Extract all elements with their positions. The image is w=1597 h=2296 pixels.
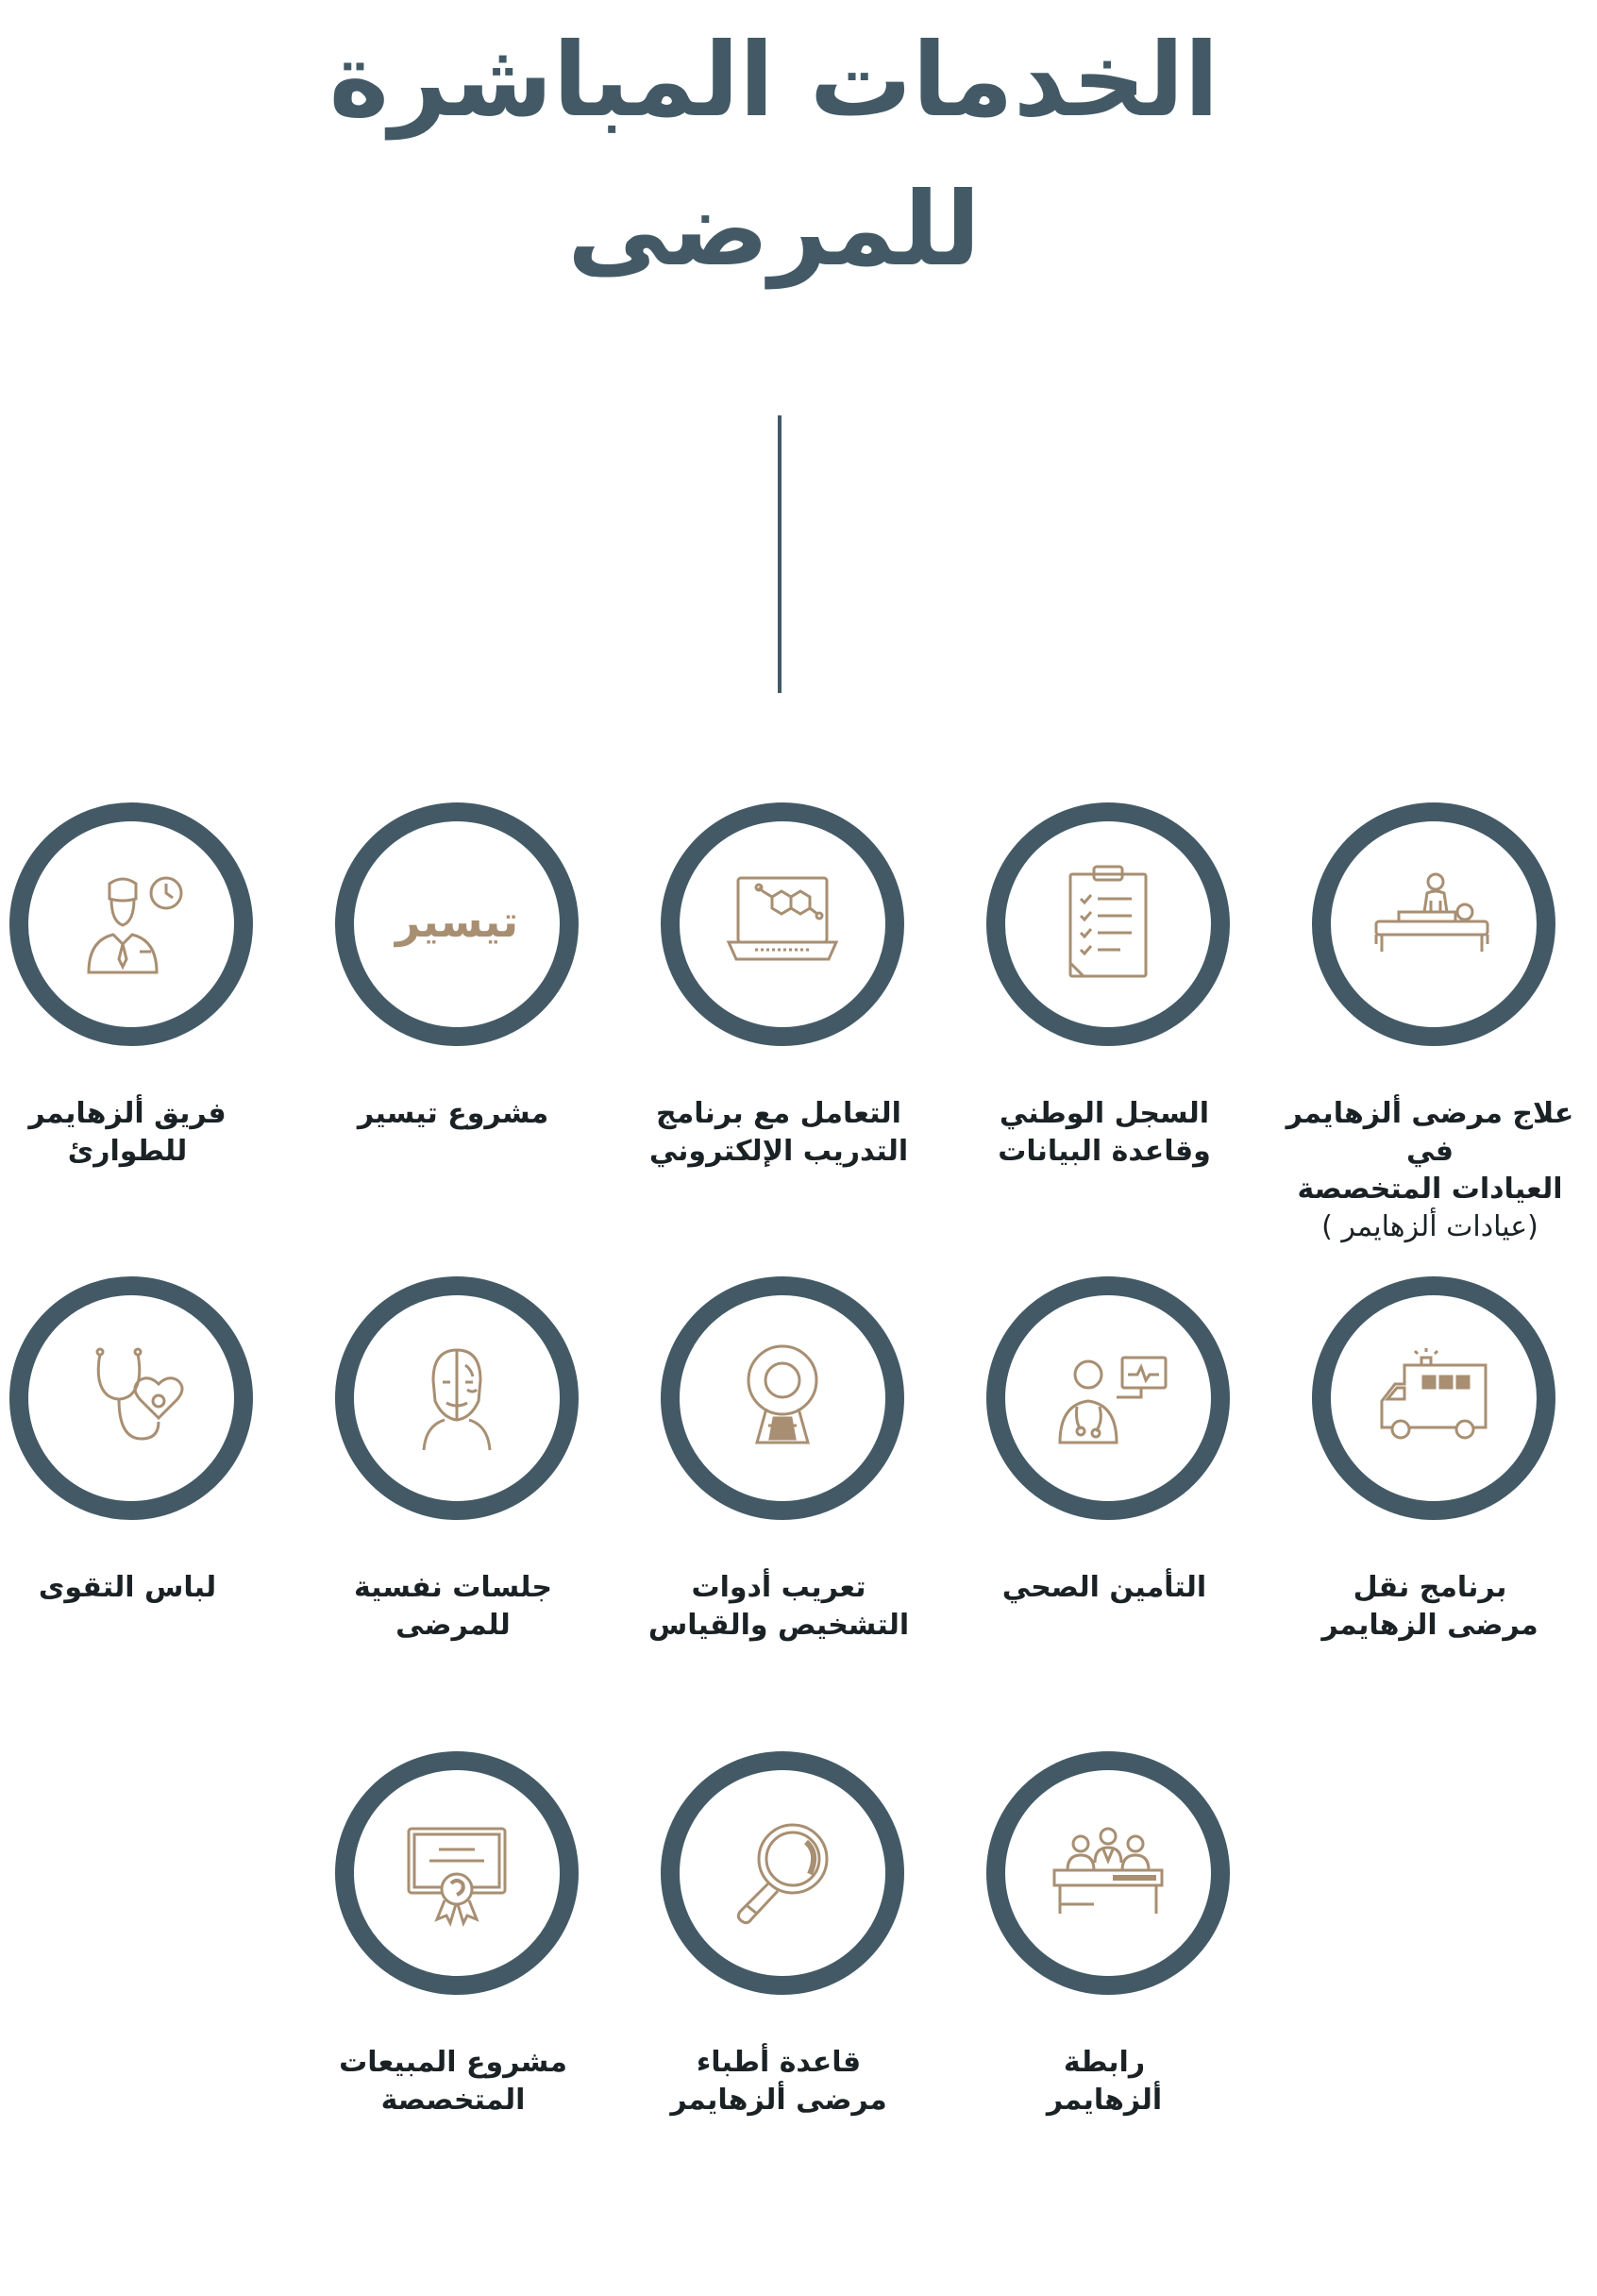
clipboard-checklist-icon [1037, 853, 1179, 995]
service-label: فريق ألزهايمر للطوارئ [28, 1097, 227, 1168]
service-icon-ring [986, 1276, 1230, 1520]
vertical-divider [778, 415, 782, 693]
service-label: لباس التقوى [38, 1571, 217, 1604]
service-label: رابطة ألزهايمر [1046, 2046, 1163, 2117]
laptop-molecule-icon [712, 853, 853, 995]
certificate-icon [386, 1802, 528, 1944]
service-label: مشروع المبيعات المتخصصة [339, 2046, 567, 2117]
magnifier-icon [712, 1802, 853, 1944]
service-label: تعريب أدوات التشخيص والقياس [647, 1571, 910, 1642]
service-label: التأمين الصحي [1001, 1571, 1207, 1604]
service-icon-ring [1312, 1276, 1555, 1520]
doctor-monitor-icon [1037, 1327, 1179, 1469]
service-label: التعامل مع برنامج التدريب الإلكتروني [648, 1097, 909, 1168]
page-title-line2: للمرضى [567, 171, 981, 289]
service-icon-ring [335, 1276, 579, 1520]
taiseer-logo [386, 853, 528, 995]
service-icon-ring [661, 1276, 904, 1520]
service-label: علاج مرضى ألزهايمر في العيادات المتخصصة (عيادات ألزهايمر ) [1286, 1097, 1574, 1243]
page-title: الخدمات المباشرة [328, 22, 1219, 140]
service-label: قاعدة أطباء مرضى ألزهايمر [670, 2046, 887, 2117]
meeting-table-icon [1037, 1802, 1179, 1944]
service-label: السجل الوطني وقاعدة البيانات [998, 1097, 1211, 1168]
stethoscope-heart-icon [60, 1327, 202, 1469]
svg-text:تيسير: تيسير [395, 896, 519, 947]
service-icon-ring [335, 1751, 579, 1995]
patient-face-icon [386, 1327, 528, 1469]
service-icon-ring [661, 802, 904, 1046]
service-icon-ring [9, 1276, 253, 1520]
mri-scanner-icon [712, 1327, 853, 1469]
service-icon-ring [661, 1751, 904, 1995]
service-icon-ring [986, 1751, 1230, 1995]
ambulance-icon [1363, 1327, 1505, 1469]
service-icon-ring [1312, 802, 1555, 1046]
service-label: مشروع تيسير [357, 1097, 549, 1130]
service-icon-ring [986, 802, 1230, 1046]
service-label: برنامج نقل مرضى الزهايمر [1321, 1571, 1538, 1642]
massage-therapy-icon [1363, 853, 1505, 995]
service-icon-ring [9, 802, 253, 1046]
service-label: جلسات نفسية للمرضى [353, 1571, 553, 1642]
doctor-clock-icon [60, 853, 202, 995]
service-icon-ring [335, 802, 579, 1046]
